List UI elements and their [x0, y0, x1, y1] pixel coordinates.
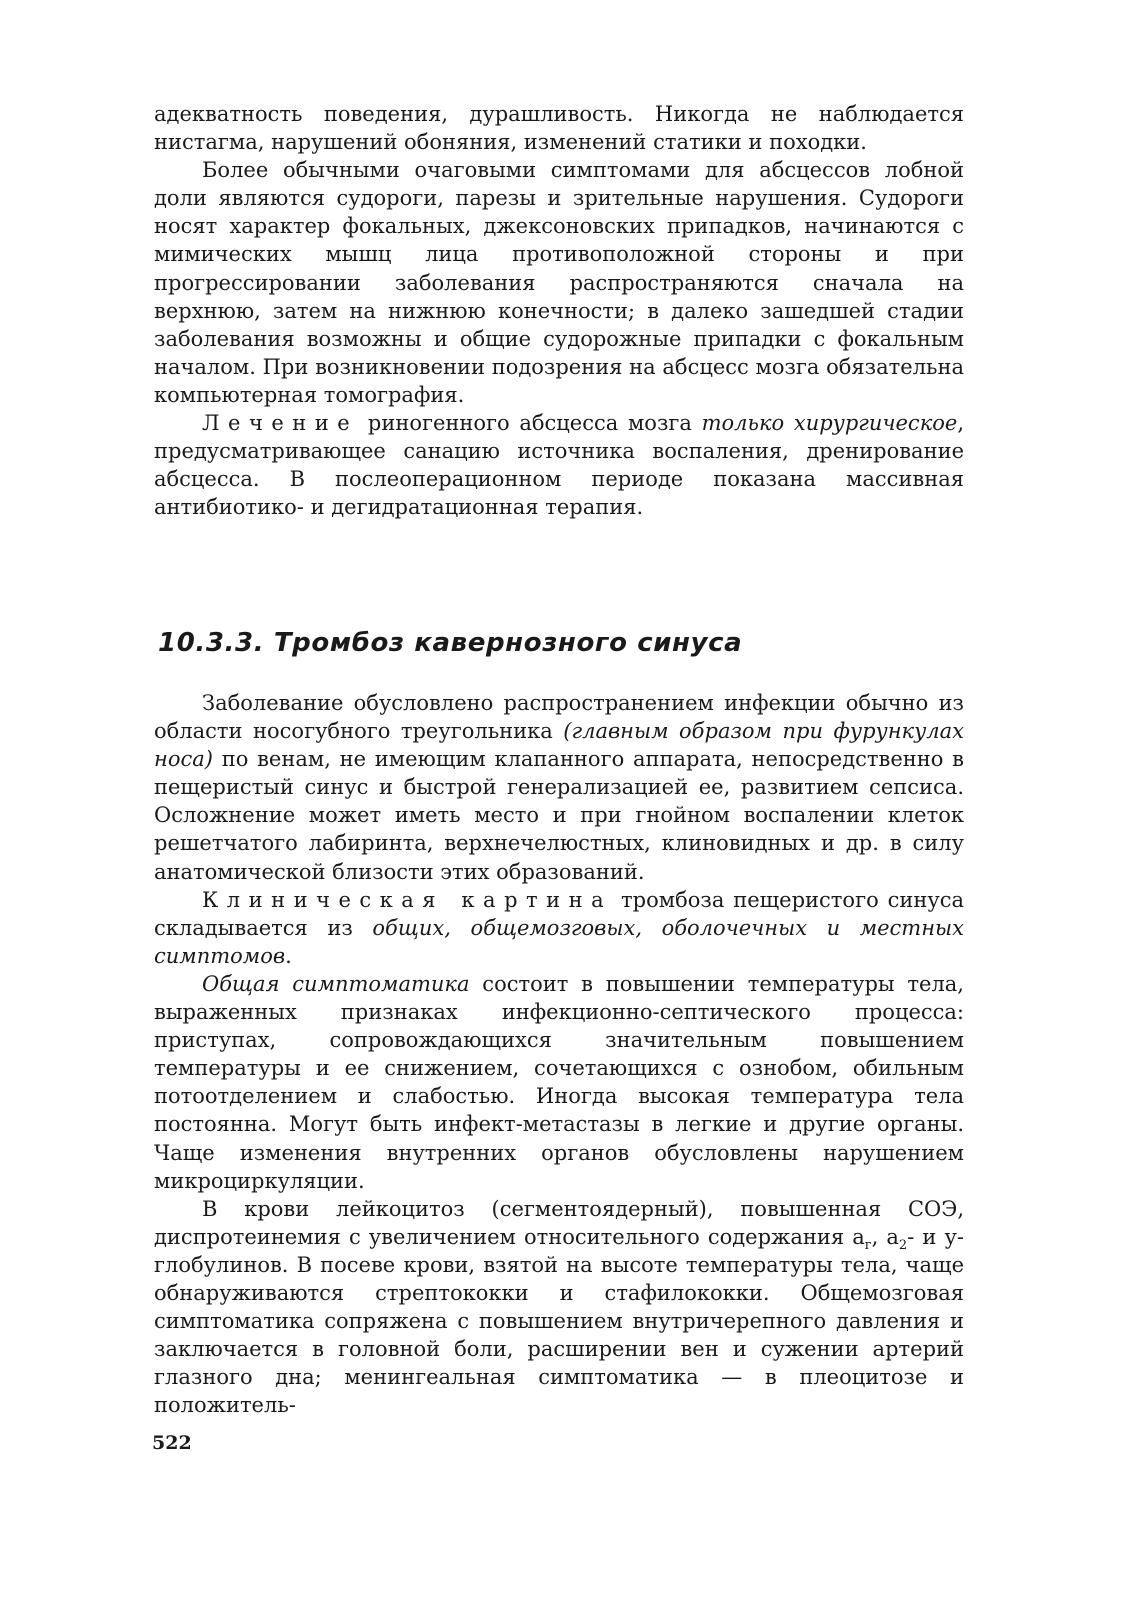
text-block-top: [154, 100, 964, 521]
text-run: В крови лейкоцитоз (сегментоядерный), повышенная СОЭ, диспротеинемия с увеличением относительного содержания а: [154, 1196, 964, 1249]
section-heading: 10.3.3. Тромбоз кавернозного синуса: [158, 628, 743, 658]
paragraph-treatment: [154, 409, 964, 521]
text-block-bottom: [154, 689, 964, 1419]
paragraph-general-symptoms: [154, 970, 964, 1195]
subscript: г: [864, 1237, 872, 1253]
spaced-term-treatment: Лечение: [202, 411, 359, 436]
spaced-term-clinical-picture: Клиническая картина: [202, 887, 613, 912]
paragraph-blood-findings: [154, 1195, 964, 1420]
text-run: , а: [871, 1224, 899, 1249]
subscript: 2: [898, 1237, 908, 1253]
paragraph-etiology: [154, 689, 964, 886]
italic-run: Общая симптоматика: [202, 971, 470, 996]
text-run: , предусматривающее санацию источника воспаления, дренирование абсцесса. В послеоперационном периоде показана массивная антибиотико- и дегидратационная терапия.: [154, 411, 964, 520]
italic-run: (главным образом при фурункулах носа): [154, 719, 964, 772]
text-run: - и у-глобулинов. В посеве крови, взятой на высоте температуры тела, чаще обнаруживаются стрептококки и стафилококки. Общемозговая симптоматика сопряжена с повышением внутричерепного давления и заключается в головной боли, расширении вен и сужении артерий глазного дна; менингеальная симптоматика — в плеоцитозе и положитель-: [154, 1224, 964, 1418]
italic-run: общих, общемозговых, оболочечных и местных симптомов: [154, 915, 964, 968]
page-number: 522: [152, 1432, 192, 1454]
paragraph-frontal-abscess-symptoms: Более обычными очаговыми симптомами для абсцессов лобной доли являются судороги, парезы и зрительные нарушения. Судороги носят характер фокальных, джексоновских припадков, начинаются с мимических мышц лица противоположной стороны и при прогрессировании заболевания распространяются сначала на верхнюю, затем на нижнюю конечности; в далеко зашедшей стадии заболевания возможны и общие судорожные припадки с фокальным началом. При возникновении подозрения на абсцесс мозга обязательна компьютерная томография.: [154, 158, 964, 407]
text-run: состоит в повышении температуры тела, выраженных признаках инфекционно-септического процесса: приступах, сопровождающихся значительным повышением температуры и ее снижением, сочетающихся с ознобом, обильным потоотделением и слабостью. Иногда высокая температура тела постоянна. Могут быть инфект-метастазы в легкие и другие органы. Чаще изменения внутренних органов обусловлены нарушением микроциркуляции.: [154, 971, 964, 1193]
paragraph-clinical-picture: [154, 886, 964, 970]
paragraph-continuation: адекватность поведения, дурашливость. Никогда не наблюдается нистагма, нарушений обоняния, изменений статики и походки.: [154, 102, 964, 155]
text-run: .: [285, 943, 292, 968]
text-run: Заболевание обусловлено распространением инфекции обычно из области носогубного треугольника: [154, 691, 964, 744]
italic-run: только хирургическое: [701, 411, 958, 436]
text-run: тромбоза пещеристого синуса складывается из: [154, 887, 964, 940]
text-run: по венам, не имеющим клапанного аппарата, непосредственно в пещеристый синус и быстрой генерализацией ее, развитием сепсиса. Осложнение может иметь место и при гнойном воспалении клеток решетчатого лабиринта, верхнечелюстных, клиновидных и др. в силу анатомической близости этих образований.: [154, 747, 964, 884]
text-run: риногенного абсцесса мозга: [358, 411, 702, 436]
